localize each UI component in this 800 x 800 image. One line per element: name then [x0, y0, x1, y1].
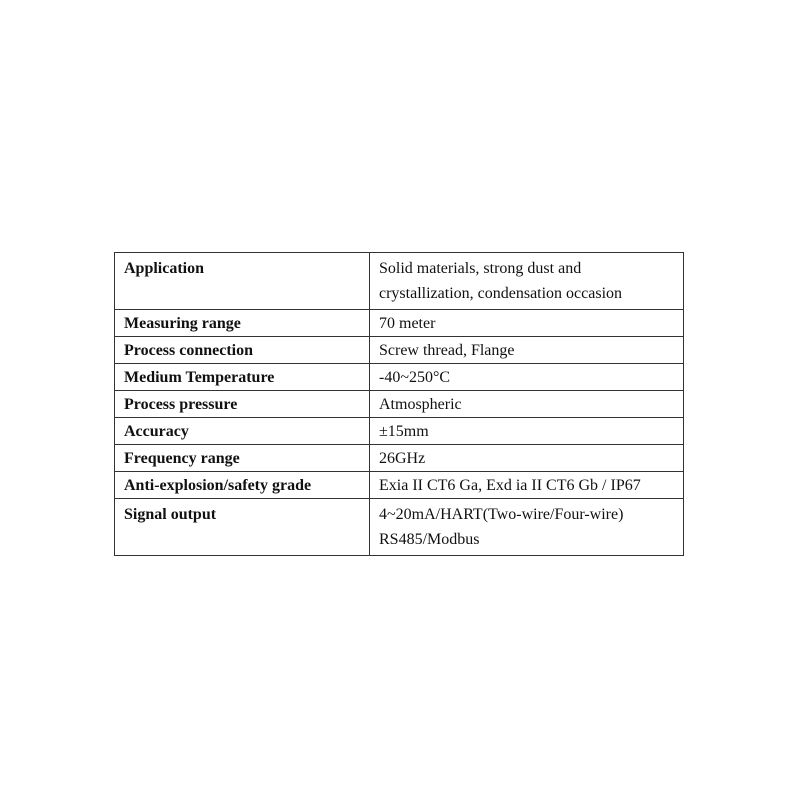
value-cell: [370, 310, 684, 337]
table-row: [115, 499, 684, 556]
parameter-cell: Signal output: [115, 499, 370, 556]
value-line: 4~20mA/HART(Two-wire/Four-wire): [379, 506, 624, 523]
value-cell: [370, 445, 684, 472]
value-line: ±15mm: [379, 423, 429, 440]
table-row: [115, 391, 684, 418]
value-line: Solid materials, strong dust and: [379, 260, 582, 277]
parameter-cell: Medium Temperature: [115, 364, 370, 391]
value-line: 70 meter: [379, 315, 436, 332]
parameter-cell: Accuracy: [115, 418, 370, 445]
value-line: crystallization, condensation occasion: [379, 285, 623, 302]
value-cell: [370, 472, 684, 499]
value-line: Exia II CT6 Ga, Exd ia II CT6 Gb / IP67: [379, 477, 641, 494]
table-row: [115, 364, 684, 391]
value-cell: [370, 253, 684, 310]
value-cell: [370, 418, 684, 445]
value-cell: [370, 337, 684, 364]
parameter-cell: Process pressure: [115, 391, 370, 418]
value-line: -40~250°C: [379, 369, 451, 386]
value-line: Atmospheric: [379, 396, 462, 413]
table-row: [115, 418, 684, 445]
parameter-cell: Anti-explosion/safety grade: [115, 472, 370, 499]
value-cell: [370, 364, 684, 391]
value-line: 26GHz: [379, 450, 426, 467]
parameter-cell: Process connection: [115, 337, 370, 364]
value-line: Screw thread, Flange: [379, 342, 515, 359]
table-row: [115, 310, 684, 337]
table-row: [115, 253, 684, 310]
parameter-cell: Frequency range: [115, 445, 370, 472]
parameter-cell: Measuring range: [115, 310, 370, 337]
value-cell: [370, 499, 684, 556]
table-row: [115, 445, 684, 472]
table-row: [115, 472, 684, 499]
value-line: RS485/Modbus: [379, 531, 480, 548]
table-row: [115, 337, 684, 364]
value-cell: [370, 391, 684, 418]
specification-table: [114, 252, 684, 556]
parameter-cell: Application: [115, 253, 370, 310]
